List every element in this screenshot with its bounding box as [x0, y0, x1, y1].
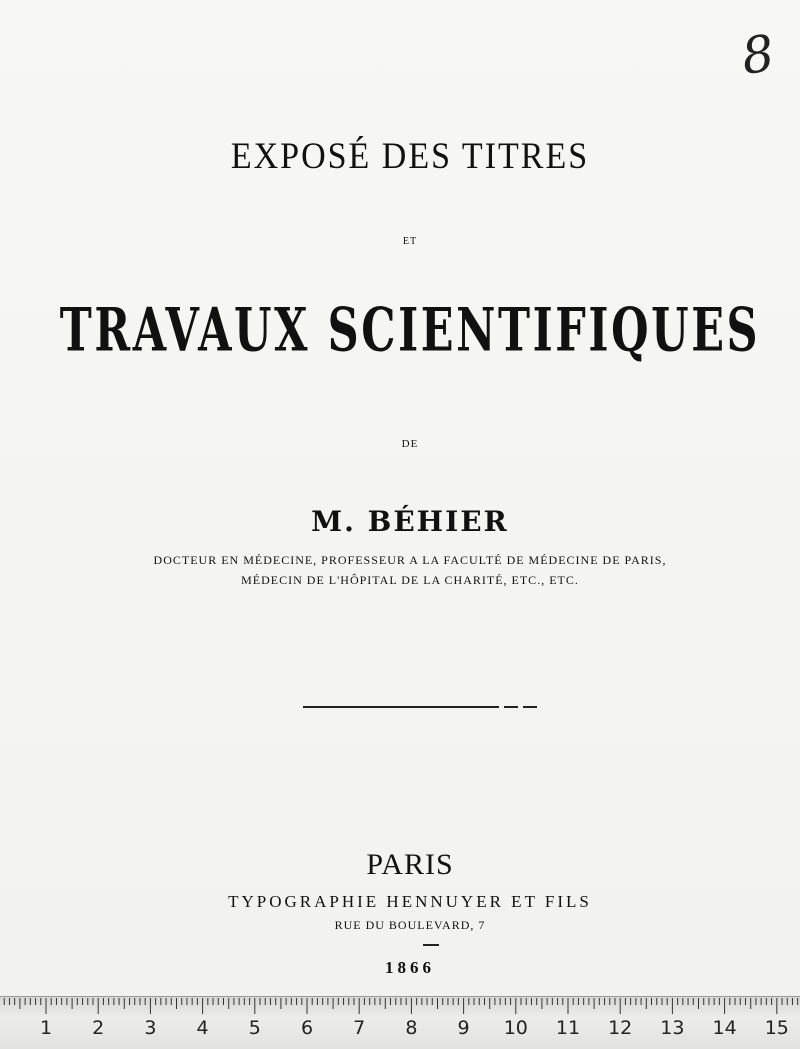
author-qualifications-1: DOCTEUR EN MÉDECINE, PROFESSEUR A LA FACULTÉ DE MÉDECINE DE PARIS, [153, 553, 667, 567]
author-name: M. BÉHIER [311, 505, 509, 538]
ruler-label: 15 [764, 1017, 789, 1039]
imprint-city: PARIS [366, 848, 454, 881]
title-connector: ET [402, 236, 418, 247]
ruler-label: 5 [248, 1017, 261, 1039]
ruler-label: 4 [196, 1017, 209, 1039]
title-line-2: TRAVAUX SCIENTIFIQUES [59, 294, 761, 365]
divider-dash [504, 706, 518, 708]
imprint-dash [423, 944, 439, 946]
handwritten-page-number: 8 [738, 24, 778, 86]
ruler-label: 9 [457, 1017, 470, 1039]
divider-dash [523, 706, 537, 708]
ruler-label: 7 [353, 1017, 366, 1039]
ruler-label: 3 [144, 1017, 157, 1039]
ruler-label: 1 [39, 1017, 53, 1039]
title-line-1: EXPOSÉ DES TITRES [230, 136, 590, 177]
ruler-label: 13 [660, 1017, 685, 1039]
imprint-year: 1866 [385, 958, 435, 977]
title-by: DE [401, 438, 419, 450]
ruler-label: 6 [300, 1017, 314, 1039]
ruler-label: 12 [608, 1017, 633, 1039]
author-qualifications-2: MÉDECIN DE L'HÔPITAL DE LA CHARITÉ, ETC., ETC. [241, 573, 579, 587]
ruler-label: 10 [503, 1017, 528, 1039]
imprint-printer: TYPOGRAPHIE HENNUYER ET FILS [228, 892, 592, 911]
divider-rule [303, 706, 499, 708]
ruler-label: 8 [405, 1017, 418, 1039]
ruler-label: 14 [712, 1017, 737, 1039]
imprint-address: RUE DU BOULEVARD, 7 [334, 918, 486, 932]
measuring-ruler [0, 996, 800, 1049]
ruler-label: 11 [555, 1017, 581, 1039]
ruler-label: 2 [92, 1017, 105, 1039]
